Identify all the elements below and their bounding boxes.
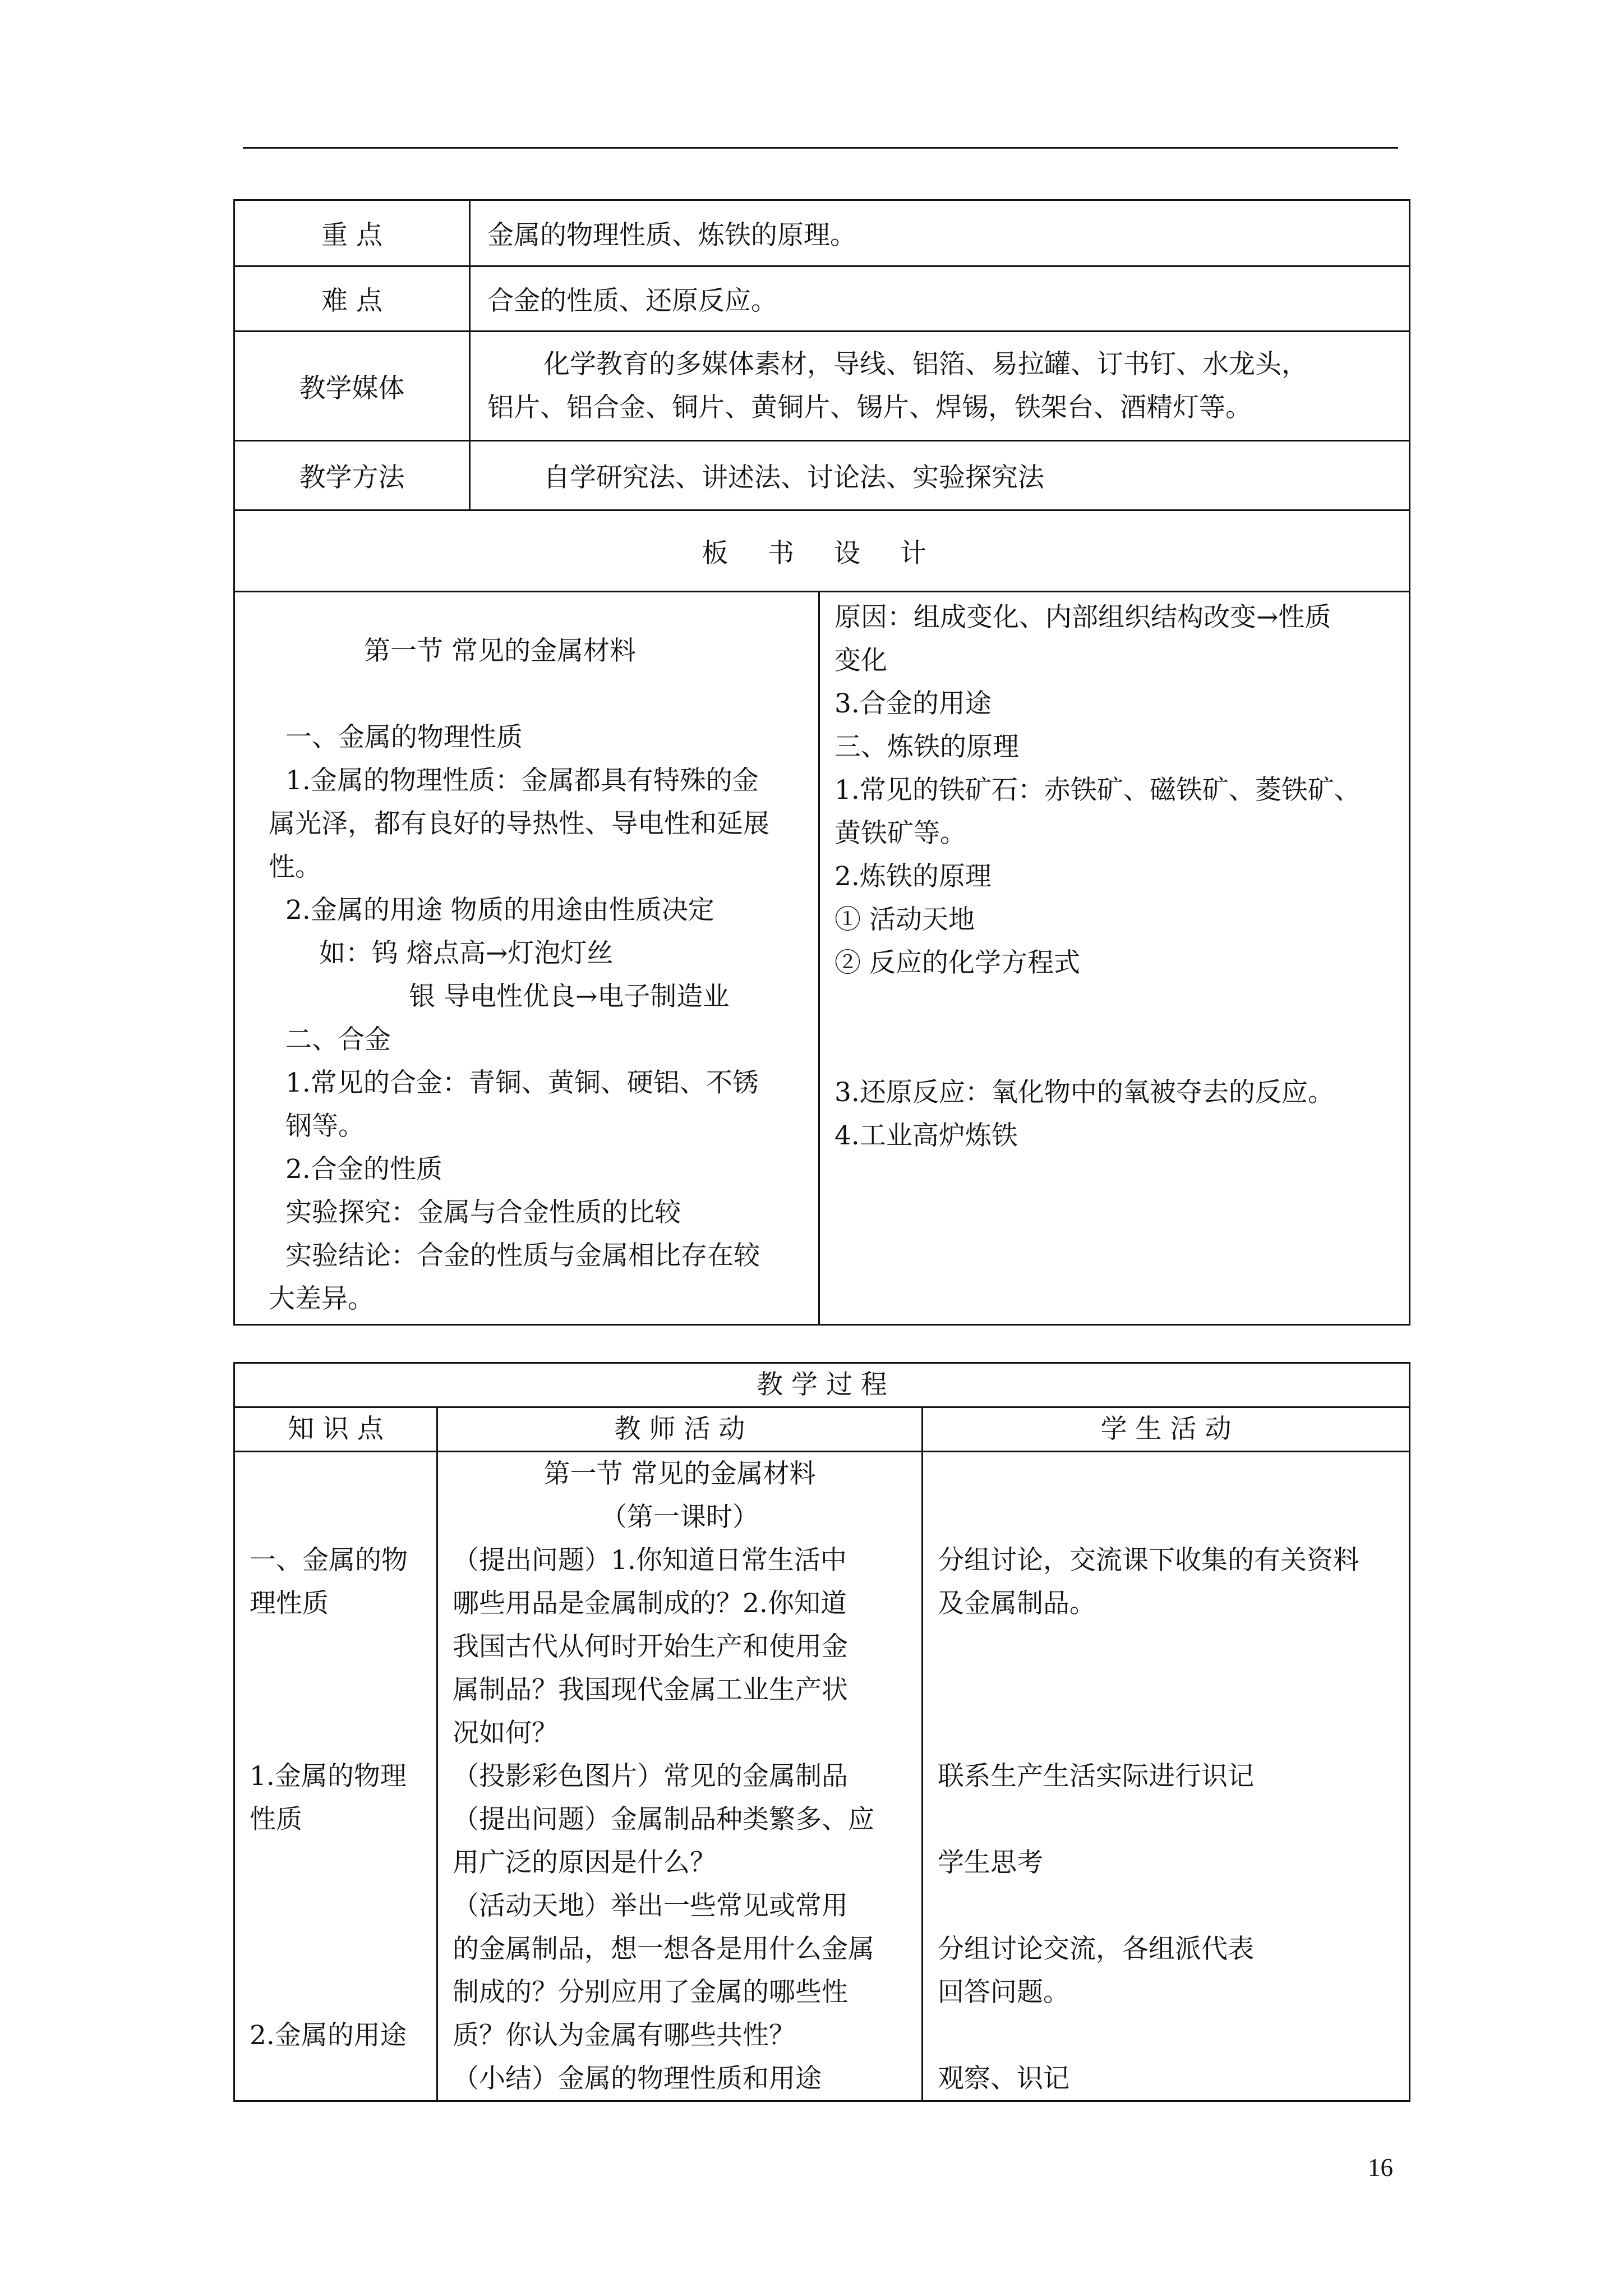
key-points-label: 重 点	[234, 200, 470, 266]
student-gap	[938, 1668, 1394, 1711]
knowledge-gap	[250, 1927, 422, 1971]
board-left-line: 1.常见的合金：青铜、黄铜、硬铝、不锈	[285, 1068, 759, 1098]
board-left-line: 2.金属的用途 物质的用途由性质决定	[285, 895, 714, 926]
column-header-student: 学 生 活 动	[923, 1407, 1410, 1452]
board-left-line: 1.金属的物理性质：金属都具有特殊的金	[285, 765, 759, 796]
board-right-line: ① 活动天地	[834, 904, 975, 935]
column-header-teacher: 教 师 活 动	[437, 1407, 923, 1452]
header-rule	[243, 147, 1398, 149]
teacher-line: 用广泛的原因是什么？	[453, 1847, 716, 1878]
page-number: 16	[1368, 2154, 1393, 2182]
teacher-line: （投影彩色图片）常见的金属制品	[453, 1761, 848, 1792]
key-points-value: 金属的物理性质、炼铁的原理。	[470, 200, 1410, 266]
board-left-gap	[269, 673, 808, 716]
teacher-line: 属制品？我国现代金属工业生产状	[453, 1674, 848, 1705]
teacher-line: （提出问题）1.你知道日常生活中	[453, 1545, 847, 1576]
teacher-activity-column	[437, 1452, 923, 2101]
student-line: 分组讨论，交流课下收集的有关资料	[938, 1545, 1359, 1576]
knowledge-line: 2.金属的用途	[250, 2020, 407, 2051]
knowledge-gap	[250, 1841, 422, 1884]
knowledge-line: 性质	[250, 1804, 302, 1835]
board-left-line: 性。	[269, 852, 321, 882]
board-right-line: 3.合金的用途	[834, 688, 992, 719]
student-gap	[938, 1625, 1394, 1668]
board-right-line: 原因：组成变化、内部组织结构改变→性质	[834, 602, 1331, 633]
board-right-column	[819, 592, 1410, 1325]
student-line: 及金属制品。	[938, 1588, 1096, 1619]
teaching-media-label: 教学媒体	[234, 332, 470, 441]
board-left-line: 大差异。	[269, 1283, 374, 1314]
board-right-line: 4.工业高炉炼铁	[834, 1120, 1018, 1151]
board-design-title-text: 板 书 设 计	[702, 537, 942, 569]
column-header-knowledge: 知 识 点	[234, 1407, 437, 1452]
teacher-line: 哪些用品是金属制成的？2.你知道	[453, 1588, 847, 1619]
teacher-line: 第一节 常见的金属材料	[543, 1458, 816, 1489]
board-left-line: 钢等。	[285, 1111, 365, 1142]
teacher-line: （小结）金属的物理性质和用途	[453, 2063, 822, 2094]
board-left-column	[234, 592, 819, 1325]
board-left-line: 实验结论：合金的性质与金属相比存在较	[285, 1240, 760, 1271]
teaching-process-table	[233, 1362, 1410, 2102]
difficult-points-label: 难 点	[234, 266, 470, 332]
knowledge-gap	[250, 1971, 422, 2014]
knowledge-line: 一、金属的物	[250, 1545, 408, 1576]
student-activity-column	[923, 1452, 1410, 2101]
knowledge-line	[250, 1496, 422, 1539]
teacher-line: （提出问题）金属制品种类繁多、应	[453, 1804, 874, 1835]
lesson-info-table	[233, 199, 1410, 1326]
board-left-line: 如：钨 熔点高→灯泡灯丝	[319, 938, 614, 969]
knowledge-line: 1.金属的物理	[250, 1761, 407, 1792]
student-gap	[938, 1884, 1394, 1927]
board-right-line: 变化	[834, 645, 887, 676]
board-right-line: 三、炼铁的原理	[834, 731, 1019, 762]
teacher-line: 制成的？分别应用了金属的哪些性	[453, 1977, 848, 2008]
knowledge-gap	[250, 1625, 422, 1668]
board-right-line: 3.还原反应：氧化物中的氧被夺去的反应。	[834, 1077, 1334, 1108]
student-gap	[938, 1798, 1394, 1841]
board-right-line: 黄铁矿等。	[834, 818, 966, 849]
knowledge-line: 理性质	[250, 1588, 329, 1619]
board-right-line: ② 反应的化学方程式	[834, 947, 1080, 978]
difficult-points-value: 合金的性质、还原反应。	[470, 266, 1410, 332]
teaching-process-title: 教 学 过 程	[234, 1363, 1410, 1407]
teacher-line: （活动天地）举出一些常见或常用	[453, 1890, 848, 1921]
board-right-line: 1.常见的铁矿石：赤铁矿、磁铁矿、菱铁矿、	[834, 775, 1361, 806]
teaching-media-value	[470, 332, 1410, 441]
knowledge-line	[250, 1452, 422, 1496]
board-left-line: 实验探究：金属与合金性质的比较	[285, 1197, 681, 1228]
student-gap	[938, 1711, 1394, 1755]
knowledge-gap	[250, 1668, 422, 1711]
student-gap	[938, 2014, 1394, 2057]
board-left-line: 第一节 常见的金属材料	[364, 636, 636, 666]
student-line: 观察、识记	[938, 2063, 1069, 2094]
teacher-line: （第一课时）	[601, 1502, 759, 1533]
board-left-line: 2.合金的性质	[285, 1154, 442, 1185]
board-left-line: 二、合金	[285, 1024, 391, 1055]
media-line-1: 化学教育的多媒体素材，导线、铝箔、易拉罐、订书钉、水龙头，	[543, 349, 1308, 380]
teacher-line: 的金属制品，想一想各是用什么金属	[453, 1934, 874, 1964]
board-left-line: 一、金属的物理性质	[285, 722, 523, 753]
student-gap	[938, 1496, 1394, 1539]
knowledge-column	[234, 1452, 437, 2101]
media-line-2: 铝片、铝合金、铜片、黄铜片、锡片、焊锡，铁架台、酒精灯等。	[487, 392, 1252, 423]
student-line: 学生思考	[938, 1847, 1043, 1878]
student-line: 分组讨论交流，各组派代表	[938, 1934, 1254, 1964]
teacher-line: 我国古代从何时开始生产和使用金	[453, 1631, 848, 1662]
student-gap	[938, 1452, 1394, 1496]
student-line: 回答问题。	[938, 1977, 1069, 2008]
board-right-gap	[834, 1028, 1399, 1071]
knowledge-gap	[250, 1711, 422, 1755]
teaching-method-value: 自学研究法、讲述法、讨论法、实验探究法	[470, 441, 1410, 510]
board-left-line: 银 导电性优良→电子制造业	[409, 981, 730, 1012]
student-line: 联系生产生活实际进行识记	[938, 1761, 1254, 1792]
board-left-line: 属光泽，都有良好的导热性、导电性和延展	[269, 808, 769, 839]
teaching-method-label: 教学方法	[234, 441, 470, 510]
knowledge-gap	[250, 1884, 422, 1927]
board-design-title	[234, 510, 1410, 592]
teacher-line: 质？你认为金属有哪些共性？	[453, 2020, 795, 2051]
board-right-gap	[834, 984, 1399, 1028]
board-right-line: 2.炼铁的原理	[834, 861, 992, 892]
teacher-line: 况如何？	[453, 1718, 558, 1749]
